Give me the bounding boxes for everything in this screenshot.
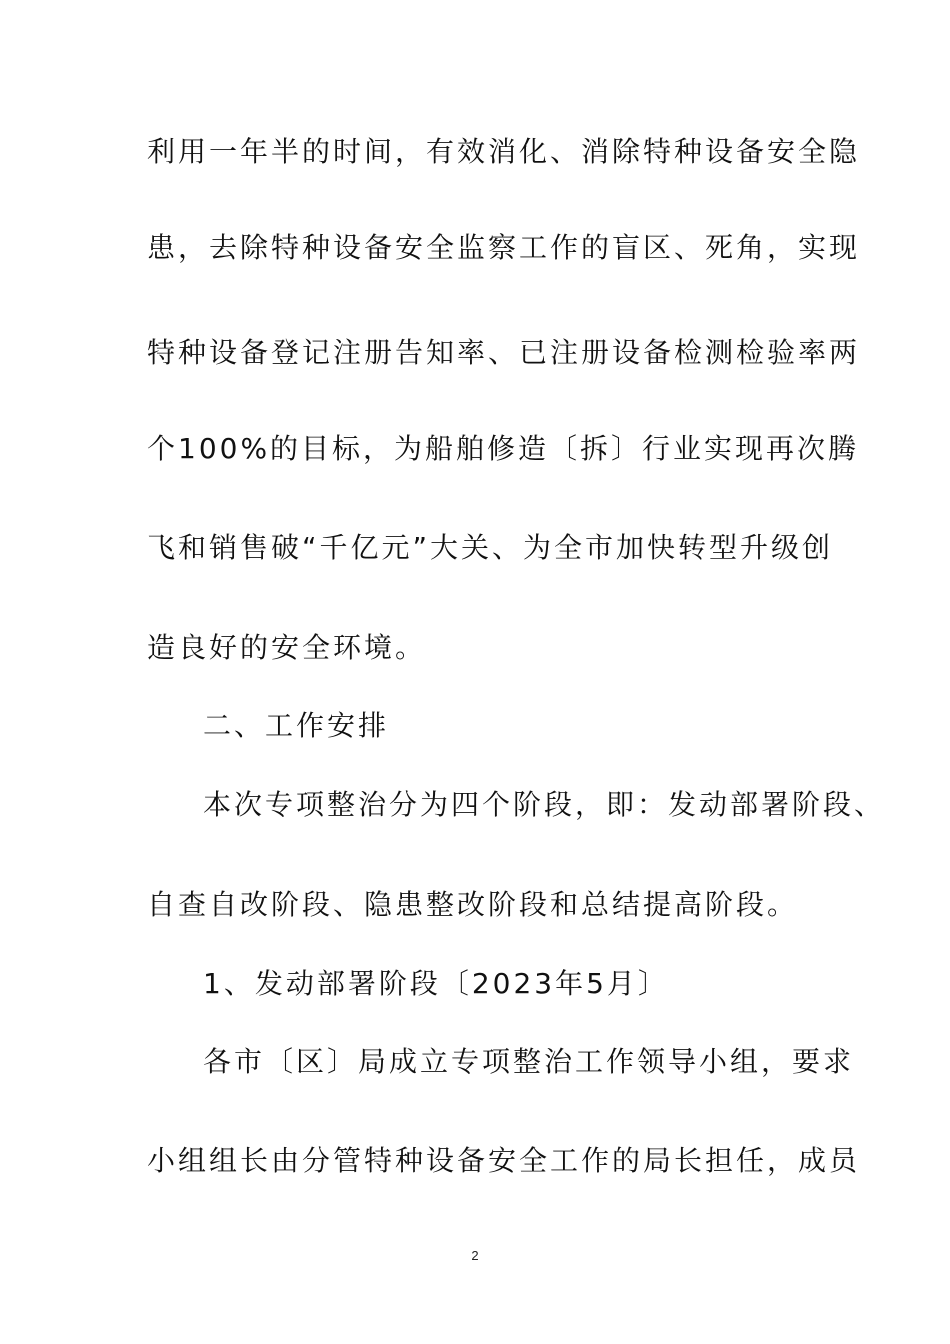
text-line: 各市〔区〕局成立专项整治工作领导小组，要求 — [203, 1045, 855, 1078]
text-line: 造良好的安全环境。 — [147, 631, 427, 664]
subsection-heading: 1、发动部署阶段〔2023年5月〕 — [203, 967, 669, 1000]
text-line: 自查自改阶段、隐患整改阶段和总结提高阶段。 — [147, 888, 799, 921]
text-line: 个100%的目标，为船舶修造〔拆〕行业实现再次腾 — [147, 432, 860, 465]
section-heading: 二、工作安排 — [203, 709, 390, 742]
text-line: 利用一年半的时间，有效消化、消除特种设备安全隐 — [147, 135, 861, 168]
text-line: 飞和销售破“千亿元”大关、为全市加快转型升级创 — [147, 531, 834, 564]
page-number: 2 — [471, 1248, 479, 1263]
text-line: 特种设备登记注册告知率、已注册设备检测检验率两 — [147, 336, 861, 369]
text-line: 小组组长由分管特种设备安全工作的局长担任，成员 — [147, 1144, 861, 1177]
text-line: 本次专项整治分为四个阶段，即：发动部署阶段、 — [203, 788, 886, 821]
text-line: 患，去除特种设备安全监察工作的盲区、死角，实现 — [147, 231, 861, 264]
